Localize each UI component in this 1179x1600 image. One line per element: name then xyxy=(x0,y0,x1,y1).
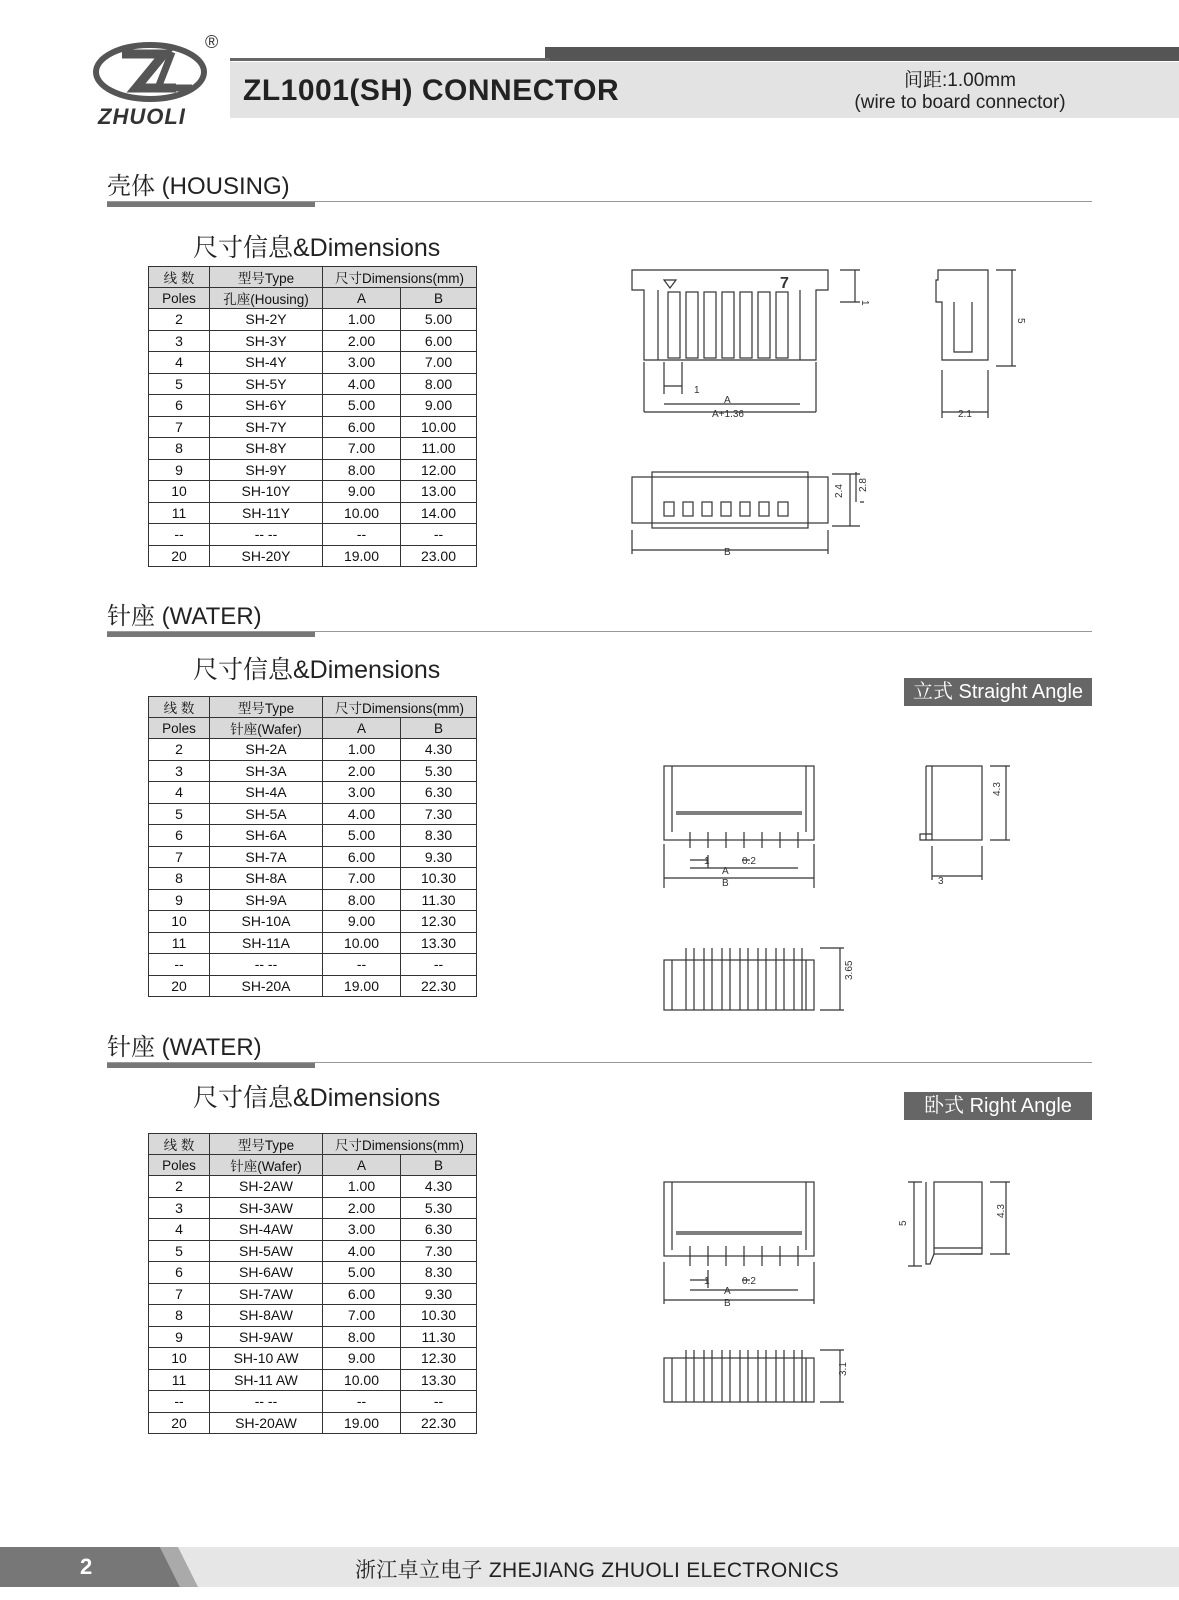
pins-bottom xyxy=(686,948,802,1010)
cell-a: -- xyxy=(323,524,401,546)
cell-b: -- xyxy=(401,524,477,546)
cell-a: 4.00 xyxy=(323,373,401,395)
table-row xyxy=(149,1176,477,1198)
housing-drawing xyxy=(620,262,1090,582)
table-row xyxy=(149,889,477,911)
cell-a: 19.00 xyxy=(323,1412,401,1434)
page-title: ZL1001(SH) CONNECTOR xyxy=(243,74,620,107)
cell-type: SH-11A xyxy=(210,932,323,954)
cell-b: 9.30 xyxy=(401,1283,477,1305)
cell-a: 7.00 xyxy=(323,438,401,460)
dim-label: A xyxy=(724,1286,731,1297)
cell-a: 5.00 xyxy=(323,825,401,847)
cell-type: SH-4AW xyxy=(210,1219,323,1241)
table-row xyxy=(149,524,477,546)
cell-a: 2.00 xyxy=(323,760,401,782)
table-row xyxy=(149,1262,477,1284)
cell-a: 19.00 xyxy=(323,975,401,997)
cell-type: SH-5A xyxy=(210,803,323,825)
cell-b: 4.30 xyxy=(401,739,477,761)
cell-poles: 8 xyxy=(149,438,210,460)
cell-b: 12.30 xyxy=(401,1348,477,1370)
page-number: 2 xyxy=(80,1554,93,1579)
cell-type: -- -- xyxy=(210,954,323,976)
cell-a: 1.00 xyxy=(323,1176,401,1198)
section-housing-subtitle: 尺寸信息&Dimensions xyxy=(193,234,441,262)
col-type: 型号Type xyxy=(210,697,323,718)
col-dim: 尺寸Dimensions(mm) xyxy=(323,1134,477,1155)
cell-poles: 11 xyxy=(149,502,210,524)
table-row xyxy=(149,1348,477,1370)
cell-type: SH-8A xyxy=(210,868,323,890)
cell-type: SH-11 AW xyxy=(210,1369,323,1391)
cell-b: 10.30 xyxy=(401,868,477,890)
cell-a: 5.00 xyxy=(323,1262,401,1284)
cell-b: -- xyxy=(401,1391,477,1413)
cell-type: SH-7A xyxy=(210,846,323,868)
table-row xyxy=(149,1391,477,1413)
cell-poles: 2 xyxy=(149,739,210,761)
cell-b: 23.00 xyxy=(401,545,477,567)
housing-pin-count: 7 xyxy=(780,275,789,292)
cell-b: 22.30 xyxy=(401,975,477,997)
table-row xyxy=(149,330,477,352)
cell-b: -- xyxy=(401,954,477,976)
connector-kind: (wire to board connector) xyxy=(854,92,1066,113)
cell-poles: 3 xyxy=(149,1197,210,1219)
dim-label: 1 xyxy=(859,300,870,306)
cell-b: 9.00 xyxy=(401,395,477,417)
cell-type: SH-11Y xyxy=(210,502,323,524)
cell-poles: 5 xyxy=(149,373,210,395)
section-rule-accent xyxy=(107,202,315,207)
straight-angle-tag: 立式 Straight Angle xyxy=(904,678,1092,706)
cell-a: 2.00 xyxy=(323,1197,401,1219)
cell-poles: -- xyxy=(149,954,210,976)
cell-a: 2.00 xyxy=(323,330,401,352)
col-a: A xyxy=(323,1155,401,1176)
cell-type: SH-3Y xyxy=(210,330,323,352)
cell-poles: 3 xyxy=(149,330,210,352)
cell-b: 5.00 xyxy=(401,309,477,331)
cell-poles: 2 xyxy=(149,1176,210,1198)
cell-type: SH-7AW xyxy=(210,1283,323,1305)
cell-type: SH-6Y xyxy=(210,395,323,417)
cell-b: 13.00 xyxy=(401,481,477,503)
cell-poles: 6 xyxy=(149,825,210,847)
cell-poles: 9 xyxy=(149,1326,210,1348)
table-row xyxy=(149,352,477,374)
cell-b: 7.30 xyxy=(401,803,477,825)
cell-b: 7.30 xyxy=(401,1240,477,1262)
wafer-straight-table xyxy=(148,696,477,997)
cell-a: 10.00 xyxy=(323,502,401,524)
cell-a: 6.00 xyxy=(323,416,401,438)
col-poles: 线 数 xyxy=(149,1134,210,1155)
col-poles: 线 数 xyxy=(149,697,210,718)
cell-a: 9.00 xyxy=(323,1348,401,1370)
cell-type: SH-8AW xyxy=(210,1305,323,1327)
section-housing-title: 壳体 (HOUSING) xyxy=(107,173,290,200)
cell-poles: 5 xyxy=(149,803,210,825)
cell-a: 9.00 xyxy=(323,911,401,933)
dim-label: 2.4 xyxy=(834,484,845,498)
cell-b: 5.30 xyxy=(401,1197,477,1219)
header-dark-stripe xyxy=(545,47,1179,61)
brand-name: ZHUOLI xyxy=(98,104,186,129)
table-row xyxy=(149,932,477,954)
table-row xyxy=(149,1240,477,1262)
dim-label: B xyxy=(722,878,729,889)
dim-label: 3.65 xyxy=(844,960,855,980)
table-row xyxy=(149,911,477,933)
cell-poles: 7 xyxy=(149,416,210,438)
cell-type: SH-9A xyxy=(210,889,323,911)
table-row xyxy=(149,502,477,524)
cell-type: SH-2Y xyxy=(210,309,323,331)
cell-type: SH-5AW xyxy=(210,1240,323,1262)
dim-label: 1 xyxy=(694,385,700,396)
cell-type: -- -- xyxy=(210,1391,323,1413)
section-wafer-straight-subtitle: 尺寸信息&Dimensions xyxy=(193,656,441,684)
cell-poles: -- xyxy=(149,1391,210,1413)
cell-a: 6.00 xyxy=(323,1283,401,1305)
col-type: 型号Type xyxy=(210,267,323,288)
cell-a: 19.00 xyxy=(323,545,401,567)
cell-a: 7.00 xyxy=(323,1305,401,1327)
cell-b: 6.30 xyxy=(401,1219,477,1241)
cell-b: 4.30 xyxy=(401,1176,477,1198)
cell-a: 1.00 xyxy=(323,739,401,761)
cell-poles: 20 xyxy=(149,1412,210,1434)
dim-label: A xyxy=(722,866,729,877)
col-dim: 尺寸Dimensions(mm) xyxy=(323,267,477,288)
cell-type: SH-8Y xyxy=(210,438,323,460)
cell-poles: -- xyxy=(149,524,210,546)
table-row xyxy=(149,1283,477,1305)
cell-type: SH-2A xyxy=(210,739,323,761)
table-row xyxy=(149,782,477,804)
housing-bottom-cavities xyxy=(664,502,788,516)
dim-label: 4.3 xyxy=(992,782,1003,796)
cell-poles: 8 xyxy=(149,1305,210,1327)
section-rule-accent xyxy=(107,632,315,637)
cell-b: 14.00 xyxy=(401,502,477,524)
cell-a: 8.00 xyxy=(323,459,401,481)
dim-label: 2.1 xyxy=(958,409,972,420)
cell-a: 4.00 xyxy=(323,803,401,825)
cell-poles: 10 xyxy=(149,911,210,933)
table-row xyxy=(149,760,477,782)
table-row xyxy=(149,309,477,331)
cell-b: 8.30 xyxy=(401,1262,477,1284)
col-dim: 尺寸Dimensions(mm) xyxy=(323,697,477,718)
dim-label: 1 xyxy=(704,856,710,867)
cell-poles: 6 xyxy=(149,395,210,417)
cell-b: 6.00 xyxy=(401,330,477,352)
cell-a: 8.00 xyxy=(323,889,401,911)
cell-poles: 4 xyxy=(149,352,210,374)
cell-poles: 11 xyxy=(149,932,210,954)
cell-b: 11.30 xyxy=(401,1326,477,1348)
cell-b: 22.30 xyxy=(401,1412,477,1434)
table-row xyxy=(149,416,477,438)
cell-type: SH-10 AW xyxy=(210,1348,323,1370)
dim-label: B xyxy=(724,1298,731,1309)
housing-slots xyxy=(668,292,788,358)
dim-label: 4.3 xyxy=(996,1204,1007,1218)
table-row xyxy=(149,868,477,890)
registered-mark: ® xyxy=(205,32,219,52)
col-poles-en: Poles xyxy=(149,288,210,309)
table-row xyxy=(149,846,477,868)
cell-b: 11.00 xyxy=(401,438,477,460)
cell-poles: 10 xyxy=(149,1348,210,1370)
dim-label: 0.2 xyxy=(742,856,756,867)
col-b: B xyxy=(401,1155,477,1176)
table-row xyxy=(149,438,477,460)
cell-b: 5.30 xyxy=(401,760,477,782)
cell-b: 10.30 xyxy=(401,1305,477,1327)
cell-type: SH-10A xyxy=(210,911,323,933)
col-poles-en: Poles xyxy=(149,1155,210,1176)
cell-type: SH-6AW xyxy=(210,1262,323,1284)
col-type: 型号Type xyxy=(210,1134,323,1155)
cell-poles: 9 xyxy=(149,889,210,911)
cell-type: SH-3A xyxy=(210,760,323,782)
table-row xyxy=(149,954,477,976)
cell-a: 5.00 xyxy=(323,395,401,417)
cell-a: 10.00 xyxy=(323,932,401,954)
right-angle-tag: 卧式 Right Angle xyxy=(904,1092,1092,1120)
header-line xyxy=(230,58,550,61)
cell-poles: 10 xyxy=(149,481,210,503)
cell-poles: 20 xyxy=(149,975,210,997)
cell-a: 9.00 xyxy=(323,481,401,503)
table-row xyxy=(149,739,477,761)
dim-label: 3.1 xyxy=(838,1362,849,1376)
cell-b: 10.00 xyxy=(401,416,477,438)
col-a: A xyxy=(323,288,401,309)
cell-type: SH-9Y xyxy=(210,459,323,481)
cell-type: SH-7Y xyxy=(210,416,323,438)
pitch-text: 间距:1.00mm xyxy=(904,70,1016,91)
table-row xyxy=(149,1326,477,1348)
table-row xyxy=(149,459,477,481)
cell-poles: 5 xyxy=(149,1240,210,1262)
section-wafer-right-title: 针座 (WATER) xyxy=(107,1034,262,1061)
table-row xyxy=(149,395,477,417)
cell-type: SH-10Y xyxy=(210,481,323,503)
cell-b: 12.30 xyxy=(401,911,477,933)
pitch-info xyxy=(835,70,1085,114)
wafer-right-table xyxy=(148,1133,477,1434)
cell-poles: 4 xyxy=(149,782,210,804)
cell-a: 7.00 xyxy=(323,868,401,890)
table-row xyxy=(149,1219,477,1241)
cell-type: SH-20Y xyxy=(210,545,323,567)
cell-poles: 2 xyxy=(149,309,210,331)
cell-b: 13.30 xyxy=(401,932,477,954)
dim-label: 5 xyxy=(1015,318,1026,324)
cell-poles: 20 xyxy=(149,545,210,567)
dim-label: 2.8 xyxy=(858,478,869,492)
col-a: A xyxy=(323,718,401,739)
cell-type: SH-2AW xyxy=(210,1176,323,1198)
footer-page-tab xyxy=(0,1547,205,1587)
cell-poles: 3 xyxy=(149,760,210,782)
section-wafer-straight-title: 针座 (WATER) xyxy=(107,603,262,630)
section-rule-accent xyxy=(107,1063,315,1068)
cell-a: -- xyxy=(323,1391,401,1413)
col-type-sub: 针座(Wafer) xyxy=(210,1155,323,1176)
cell-type: SH-5Y xyxy=(210,373,323,395)
dim-label: A xyxy=(724,395,731,406)
cell-b: 12.00 xyxy=(401,459,477,481)
cell-poles: 8 xyxy=(149,868,210,890)
cell-poles: 4 xyxy=(149,1219,210,1241)
cell-a: 10.00 xyxy=(323,1369,401,1391)
table-row xyxy=(149,1197,477,1219)
cell-a: 8.00 xyxy=(323,1326,401,1348)
cell-b: 8.30 xyxy=(401,825,477,847)
col-type-sub: 孔座(Housing) xyxy=(210,288,323,309)
wafer-straight-drawing xyxy=(650,760,1070,1030)
table-row xyxy=(149,373,477,395)
table-row xyxy=(149,825,477,847)
section-wafer-right-subtitle: 尺寸信息&Dimensions xyxy=(193,1084,441,1112)
col-b: B xyxy=(401,288,477,309)
cell-b: 13.30 xyxy=(401,1369,477,1391)
cell-b: 8.00 xyxy=(401,373,477,395)
cell-poles: 11 xyxy=(149,1369,210,1391)
cell-a: 3.00 xyxy=(323,1219,401,1241)
table-row xyxy=(149,545,477,567)
cell-type: SH-4Y xyxy=(210,352,323,374)
col-poles: 线 数 xyxy=(149,267,210,288)
cell-b: 6.30 xyxy=(401,782,477,804)
cell-a: 6.00 xyxy=(323,846,401,868)
col-type-sub: 针座(Wafer) xyxy=(210,718,323,739)
dim-label: B xyxy=(724,547,731,558)
table-row xyxy=(149,803,477,825)
company-name: 浙江卓立电子 ZHEJIANG ZHUOLI ELECTRONICS xyxy=(355,1559,839,1582)
cell-a: 3.00 xyxy=(323,352,401,374)
cell-b: 9.30 xyxy=(401,846,477,868)
cell-poles: 6 xyxy=(149,1262,210,1284)
dim-label: A+1.36 xyxy=(712,409,744,420)
table-row xyxy=(149,481,477,503)
cell-poles: 9 xyxy=(149,459,210,481)
cell-a: -- xyxy=(323,954,401,976)
cell-poles: 7 xyxy=(149,846,210,868)
table-row xyxy=(149,1412,477,1434)
cell-a: 4.00 xyxy=(323,1240,401,1262)
cell-type: -- -- xyxy=(210,524,323,546)
cell-a: 1.00 xyxy=(323,309,401,331)
cell-type: SH-20A xyxy=(210,975,323,997)
dim-label: 3 xyxy=(938,876,944,887)
col-b: B xyxy=(401,718,477,739)
cell-b: 7.00 xyxy=(401,352,477,374)
dim-label: 0.2 xyxy=(742,1276,756,1287)
dim-label: 1 xyxy=(704,1276,710,1287)
table-row xyxy=(149,1369,477,1391)
cell-type: SH-6A xyxy=(210,825,323,847)
cell-type: SH-3AW xyxy=(210,1197,323,1219)
cell-b: 11.30 xyxy=(401,889,477,911)
cell-a: 3.00 xyxy=(323,782,401,804)
cell-poles: 7 xyxy=(149,1283,210,1305)
table-row xyxy=(149,1305,477,1327)
cell-type: SH-4A xyxy=(210,782,323,804)
table-row xyxy=(149,975,477,997)
cell-type: SH-9AW xyxy=(210,1326,323,1348)
housing-table xyxy=(148,266,477,567)
wafer-right-drawing xyxy=(650,1170,1070,1440)
cell-type: SH-20AW xyxy=(210,1412,323,1434)
dim-label: 5 xyxy=(898,1220,909,1226)
col-poles-en: Poles xyxy=(149,718,210,739)
